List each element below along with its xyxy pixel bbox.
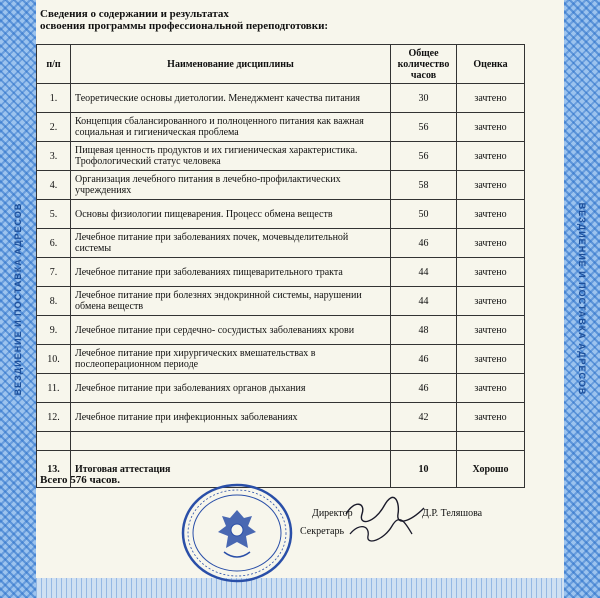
cell-grade: зачтено xyxy=(457,142,525,171)
table-row xyxy=(37,287,525,316)
cell-num: 12. xyxy=(37,403,71,432)
border-text-left: ВЕЗДИЕНИЕ И ПОСТАВКА АДРЕСОВ xyxy=(13,202,23,396)
cell-grade: зачтено xyxy=(457,171,525,200)
cell-hours: 46 xyxy=(391,229,457,258)
cell-hours: 46 xyxy=(391,374,457,403)
spacer-cell xyxy=(71,432,391,451)
total-hours: Всего 576 часов. xyxy=(40,474,120,486)
table-row xyxy=(37,200,525,229)
cell-grade: зачтено xyxy=(457,200,525,229)
cell-num: 5. xyxy=(37,200,71,229)
table-row xyxy=(37,316,525,345)
cell-name: Лечебное питание при хирургических вмешательствах в послеоперационном периоде xyxy=(71,345,391,374)
cell-name: Итоговая аттестация xyxy=(71,451,391,488)
decorative-border-bottom xyxy=(36,578,564,598)
cell-hours: 56 xyxy=(391,113,457,142)
cell-hours: 30 xyxy=(391,84,457,113)
cell-num: 1. xyxy=(37,84,71,113)
cell-grade: зачтено xyxy=(457,345,525,374)
document-heading xyxy=(40,8,520,32)
cell-num: 11. xyxy=(37,374,71,403)
cell-grade: зачтено xyxy=(457,403,525,432)
cell-name: Теоретические основы диетологии. Менеджмент качества питания xyxy=(71,84,391,113)
table-row xyxy=(37,345,525,374)
table-row xyxy=(37,84,525,113)
cell-grade: зачтено xyxy=(457,84,525,113)
spacer-cell xyxy=(391,432,457,451)
cell-grade: зачтено xyxy=(457,374,525,403)
cell-num: 9. xyxy=(37,316,71,345)
cell-num: 13. xyxy=(37,451,71,488)
header-hours: Общее количество часов xyxy=(391,45,457,84)
cell-hours: 44 xyxy=(391,258,457,287)
table-row xyxy=(37,171,525,200)
cell-grade: зачтено xyxy=(457,113,525,142)
cell-name: Лечебное питание при сердечно- сосудистых заболеваниях крови xyxy=(71,316,391,345)
cell-hours: 58 xyxy=(391,171,457,200)
decorative-border-right xyxy=(564,0,600,598)
cell-name: Лечебное питание при заболеваниях пищеварительного тракта xyxy=(71,258,391,287)
cell-name: Лечебное питание при болезнях эндокринной системы, нарушении обмена веществ xyxy=(71,287,391,316)
table-body xyxy=(37,84,525,488)
disciplines-table xyxy=(36,44,525,488)
signature-mark xyxy=(340,496,430,542)
header-grade: Оценка xyxy=(457,45,525,84)
table-row xyxy=(37,374,525,403)
cell-grade: зачтено xyxy=(457,258,525,287)
director-label: Директор xyxy=(312,508,353,519)
cell-hours: 50 xyxy=(391,200,457,229)
border-text-right: ВЕЗДИЕНИЕ И ПОСТАВКА АДРЕСОВ xyxy=(577,202,587,396)
cell-name: Организация лечебного питания в лечебно-профилактических учреждениях xyxy=(71,171,391,200)
header-name: Наименование дисциплины xyxy=(71,45,391,84)
cell-name: Лечебное питание при заболеваниях почек, мочевыделительной системы xyxy=(71,229,391,258)
cell-name: Основы физиологии пищеварения. Процесс обмена веществ xyxy=(71,200,391,229)
cell-hours: 44 xyxy=(391,287,457,316)
table-row xyxy=(37,258,525,287)
cell-name: Лечебное питание при инфекционных заболеваниях xyxy=(71,403,391,432)
heading-line-2: освоения программы профессиональной переподготовки: xyxy=(40,20,329,32)
cell-hours: 56 xyxy=(391,142,457,171)
table-header-row xyxy=(37,45,525,84)
spacer-cell xyxy=(37,432,71,451)
cell-hours: 48 xyxy=(391,316,457,345)
director-name: Д.Р. Теляшова xyxy=(422,508,483,519)
cell-grade: зачтено xyxy=(457,287,525,316)
table-row xyxy=(37,142,525,171)
table-row xyxy=(37,113,525,142)
cell-name: Пищевая ценность продуктов и их гигиеническая характеристика. Трофологический статус человека xyxy=(71,142,391,171)
spacer-cell xyxy=(457,432,525,451)
decorative-border-left xyxy=(0,0,36,598)
cell-hours: 46 xyxy=(391,345,457,374)
cell-hours: 10 xyxy=(391,451,457,488)
cell-num: 2. xyxy=(37,113,71,142)
secretary-label: Секретарь xyxy=(300,526,345,537)
cell-num: 3. xyxy=(37,142,71,171)
cell-num: 6. xyxy=(37,229,71,258)
cell-num: 10. xyxy=(37,345,71,374)
cell-num: 8. xyxy=(37,287,71,316)
cell-name: Лечебное питание при заболеваниях органов дыхания xyxy=(71,374,391,403)
cell-hours: 42 xyxy=(391,403,457,432)
cell-num: 4. xyxy=(37,171,71,200)
cell-name: Концепция сбалансированного и полноценного питания как важная социальная и гигиеническая проблема xyxy=(71,113,391,142)
heading-line-1: Сведения о содержании и результатах xyxy=(40,8,229,20)
official-seal xyxy=(180,482,294,584)
table-row xyxy=(37,229,525,258)
header-num: п/п xyxy=(37,45,71,84)
table-row xyxy=(37,403,525,432)
cell-grade: Хорошо xyxy=(457,451,525,488)
cell-grade: зачтено xyxy=(457,229,525,258)
table-spacer-row xyxy=(37,432,525,451)
cell-grade: зачтено xyxy=(457,316,525,345)
cell-num: 7. xyxy=(37,258,71,287)
